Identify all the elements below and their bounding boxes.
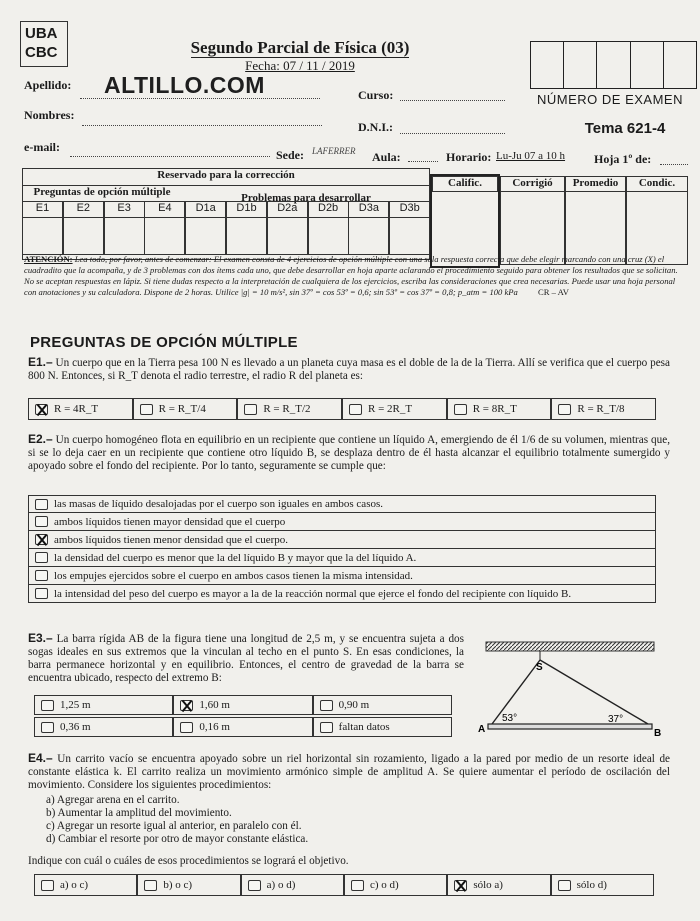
e2-option-label: ambos líquidos tienen mayor densidad que el cuerpo bbox=[54, 515, 286, 528]
point-b: B bbox=[654, 728, 662, 739]
section-title: PREGUNTAS DE OPCIÓN MÚLTIPLE bbox=[30, 334, 298, 351]
exam-number-boxes[interactable] bbox=[530, 41, 696, 89]
uba-logo-box bbox=[20, 21, 68, 67]
reservado-label: Reservado para la corrección bbox=[157, 169, 295, 181]
horario-label: Horario: bbox=[446, 150, 492, 164]
e3-option-label: 0,16 m bbox=[199, 721, 230, 733]
checkbox-icon[interactable] bbox=[351, 880, 364, 891]
e2-text bbox=[28, 433, 670, 473]
e4-procedure-2: b) Aumentar la amplitud del movimiento. bbox=[46, 807, 232, 819]
aula-field[interactable] bbox=[408, 161, 438, 162]
e3-option-6[interactable] bbox=[313, 717, 452, 737]
grid-header-e4: E4 bbox=[144, 201, 185, 218]
e2-number: E2.– bbox=[28, 432, 53, 446]
e1-option-1[interactable] bbox=[28, 398, 133, 420]
e4-option-1[interactable] bbox=[34, 874, 137, 896]
nombres-label: Nombres: bbox=[24, 108, 75, 122]
e3-option-label: 1,60 m bbox=[199, 699, 230, 711]
checkbox-icon[interactable] bbox=[558, 404, 571, 415]
checkbox-icon[interactable] bbox=[558, 880, 571, 891]
checkbox-icon[interactable] bbox=[41, 722, 54, 733]
e4-options bbox=[34, 874, 654, 896]
curso-label: Curso: bbox=[358, 88, 394, 102]
checkbox-icon[interactable] bbox=[248, 880, 261, 891]
grid-cell-e2[interactable] bbox=[63, 217, 104, 255]
e4-procedure-4: d) Cambiar el resorte por otro de mayor constante elástica. bbox=[46, 833, 309, 845]
checkbox-icon[interactable] bbox=[35, 534, 48, 545]
atencion-text: Lea todo, por favor, antes de comenzar: El examen consta de 4 ejercicios de opción múltiple con una sola respuesta correcta que debe elegir marcando con una cruz (X) el cuadradito que la acompaña, y de 3 problemas con dos ítems cada uno, que debe desarrollar en hoja aparte aclarando el procedimiento seguido para obtener los resultados que se solicitan. No se aceptan respuestas en lápiz. Si tiene dudas respecto a la interpretación de cualquiera de los ejercicios, escriba las consideraciones que crea necesarias. Puede usar una hoja personal con anotaciones y su calculadora. Dispone de 2 horas. Utilice |g| = 10 m/s², sin 37º = cos 53º = 0,6; sin 53º = cos 37º = 0,8; p_atm = 100 kPa bbox=[24, 254, 678, 297]
e3-options-row2 bbox=[34, 717, 452, 737]
checkbox-icon[interactable] bbox=[244, 404, 257, 415]
grid-cell-d1b[interactable] bbox=[226, 217, 267, 255]
hoja-field[interactable] bbox=[660, 164, 688, 165]
e2-option-label: las masas de líquido desalojadas por el cuerpo son iguales en ambos casos. bbox=[54, 498, 384, 510]
exam-title: Segundo Parcial de Física (03) bbox=[190, 38, 410, 57]
desarrollar-label: Problemas para desarrollar bbox=[182, 185, 430, 204]
aula-label: Aula: bbox=[372, 150, 401, 164]
checkbox-icon[interactable] bbox=[454, 404, 467, 415]
e2-option-5[interactable] bbox=[28, 567, 656, 585]
checkbox-icon[interactable] bbox=[35, 588, 48, 599]
e3-option-label: 1,25 m bbox=[60, 699, 91, 711]
e2-option-3[interactable] bbox=[28, 531, 656, 549]
checkbox-icon[interactable] bbox=[349, 404, 362, 415]
grid-header-d3b: D3b bbox=[389, 201, 430, 218]
right-header-2: Corrigió bbox=[500, 176, 565, 192]
e1-option-label: R = R_T/4 bbox=[158, 403, 206, 415]
e2-option-2[interactable] bbox=[28, 513, 656, 531]
checkbox-icon[interactable] bbox=[180, 722, 193, 733]
e4-procedure-3: c) Agregar un resorte igual al anterior, en paralelo con él. bbox=[46, 820, 302, 832]
grid-header-d1b: D1b bbox=[226, 201, 267, 218]
dni-field[interactable] bbox=[400, 133, 505, 134]
checkbox-icon[interactable] bbox=[140, 404, 153, 415]
atencion-paragraph bbox=[24, 254, 688, 298]
grid-cell-d3a[interactable] bbox=[348, 217, 389, 255]
ceiling bbox=[486, 642, 654, 651]
checkbox-icon[interactable] bbox=[41, 700, 54, 711]
e1-option-label: R = 4R_T bbox=[54, 403, 99, 415]
e4-text bbox=[28, 752, 670, 792]
grid-header-d2b: D2b bbox=[308, 201, 349, 218]
e4-option-3[interactable] bbox=[241, 874, 344, 896]
e3-option-2[interactable] bbox=[173, 695, 312, 715]
email-label: e-mail: bbox=[24, 140, 60, 154]
hoja-label: Hoja 1º de: bbox=[594, 152, 652, 166]
right-header-4: Condic. bbox=[626, 176, 688, 192]
e4-question: Indique con cuál o cuáles de esos procedimientos se logrará el objetivo. bbox=[28, 855, 349, 867]
e3-option-label: faltan datos bbox=[338, 721, 390, 733]
dni-label: D.N.I.: bbox=[358, 120, 393, 134]
e1-option-6[interactable] bbox=[551, 398, 656, 420]
checkbox-icon[interactable] bbox=[35, 499, 48, 510]
grid-cell-e4[interactable] bbox=[144, 217, 185, 255]
nombres-field[interactable] bbox=[82, 125, 322, 126]
e1-option-5[interactable] bbox=[447, 398, 552, 420]
checkbox-icon[interactable] bbox=[320, 700, 333, 711]
e2-option-4[interactable] bbox=[28, 549, 656, 567]
point-s: S bbox=[536, 662, 543, 673]
e3-option-label: 0,36 m bbox=[60, 721, 91, 733]
email-field[interactable] bbox=[70, 156, 270, 157]
e1-options bbox=[28, 398, 656, 420]
e1-option-label: R = R_T/2 bbox=[263, 403, 311, 415]
atencion-signature: CR – AV bbox=[538, 287, 569, 297]
grid-header-d2a: D2a bbox=[267, 201, 308, 218]
rope-sb bbox=[540, 660, 648, 724]
e1-text bbox=[28, 356, 670, 383]
e3-option-3[interactable] bbox=[313, 695, 452, 715]
angle-b: 37° bbox=[608, 714, 624, 725]
e2-body: Un cuerpo homogéneo flota en equilibrio en un recipiente que contiene un líquido A, emergiendo de él 1/6 de su volumen, mientras que, si se lo deja caer en un recipiente que contiene otro líquido B, se desplaza dentro de él hasta alcanzar el equilibrio totalmente sumergido y apoyado sobre el fondo del recipiente. Por lo tanto, seguramente se cumple que: bbox=[28, 434, 671, 472]
bar-ab bbox=[488, 724, 652, 729]
e2-option-label: la densidad del cuerpo es menor que la del líquido B y mayor que la del líquido A. bbox=[54, 551, 417, 564]
curso-field[interactable] bbox=[400, 100, 505, 101]
e4-option-label: sólo a) bbox=[473, 879, 503, 891]
e4-option-label: a) o c) bbox=[60, 879, 89, 891]
e1-body: Un cuerpo que en la Tierra pesa 100 N es llevado a un planeta cuya masa es el doble de la de la Tierra. Allí se verifica que el cuerpo pesa 800 N. Entonces, si R_T denota el radio terrestre, el radio R del planeta es: bbox=[28, 357, 670, 382]
e1-option-2[interactable] bbox=[133, 398, 238, 420]
e4-option-4[interactable] bbox=[344, 874, 447, 896]
e2-option-6[interactable] bbox=[28, 585, 656, 603]
checkbox-icon[interactable] bbox=[144, 880, 157, 891]
e1-number: E1.– bbox=[28, 355, 53, 369]
checkbox-icon[interactable] bbox=[35, 552, 48, 563]
e1-option-label: R = R_T/8 bbox=[577, 403, 625, 415]
e3-option-5[interactable] bbox=[173, 717, 312, 737]
e2-option-label: los empujes ejercidos sobre el cuerpo en ambos casos tienen la misma intensidad. bbox=[54, 569, 413, 582]
checkbox-icon[interactable] bbox=[320, 722, 333, 733]
grid-header-e3: E3 bbox=[104, 201, 145, 218]
e3-options-row1 bbox=[34, 695, 452, 715]
e3-number: E3.– bbox=[28, 631, 53, 645]
e4-option-5[interactable] bbox=[447, 874, 550, 896]
calific-header: Calific. bbox=[432, 176, 498, 192]
e1-option-label: R = 2R_T bbox=[368, 403, 413, 415]
e4-option-6[interactable] bbox=[551, 874, 654, 896]
e3-text bbox=[28, 632, 464, 685]
angle-a: 53° bbox=[502, 713, 518, 724]
e3-option-label: 0,90 m bbox=[338, 699, 370, 711]
e3-option-4[interactable] bbox=[34, 717, 173, 737]
opcion-multiple-label: Preguntas de opción múltiple bbox=[22, 185, 182, 198]
atencion-label: ATENCIÓN: bbox=[24, 254, 73, 264]
sede-label: Sede: bbox=[276, 148, 304, 162]
grid-header-d3a: D3a bbox=[348, 201, 389, 218]
e4-body: Un carrito vacío se encuentra apoyado sobre un riel horizontal sin rozamiento, ligado a la pared por medio de un resorte ideal de constante elástica k. El carrito realiza un movimiento armónico simple de amplitud A. Se quiere aumentar el período de oscilación del movimiento. Considere los siguientes procedimientos: bbox=[28, 753, 671, 791]
e4-procedure-1: a) Agregar arena en el carrito. bbox=[46, 794, 180, 806]
grid-header-e1: E1 bbox=[22, 201, 63, 218]
e1-option-label: R = 8R_T bbox=[472, 403, 517, 415]
e3-option-1[interactable] bbox=[34, 695, 173, 715]
uba-text: UBA bbox=[25, 25, 58, 42]
exam-number-label: NÚMERO DE EXAMEN bbox=[537, 92, 683, 107]
tema-label: Tema 621-4 bbox=[584, 120, 666, 137]
point-a: A bbox=[478, 724, 486, 735]
e3-body: La barra rígida AB de la figura tiene una longitud de 2,5 m, y se encuentra sujeta a dos sogas ideales en sus extremos que la vinculan al techo en el punto S. En esas condiciones, la barra permanece horizontal y en equilibrio. Entonces, el centro de gravedad de la barra se encuentra ubicado, respecto del extremo B: bbox=[28, 633, 465, 684]
checkbox-icon[interactable] bbox=[41, 880, 54, 891]
e2-option-1[interactable] bbox=[28, 495, 656, 513]
grid-cell-d1a[interactable] bbox=[185, 217, 226, 255]
grid-cell-d2a[interactable] bbox=[267, 217, 308, 255]
e3-figure bbox=[476, 638, 666, 742]
right-header-3: Promedio bbox=[565, 176, 626, 192]
apellido-label: Apellido: bbox=[24, 78, 72, 92]
e4-number: E4.– bbox=[28, 751, 53, 765]
e2-option-label: la intensidad del peso del cuerpo es mayor a la de la reacción normal que ejerce el fondo del recipiente con líquido B. bbox=[54, 587, 572, 600]
checkbox-icon[interactable] bbox=[35, 570, 48, 581]
e4-option-label: b) o c) bbox=[163, 879, 193, 891]
e4-option-label: sólo d) bbox=[576, 879, 607, 891]
checkbox-icon[interactable] bbox=[180, 700, 193, 711]
grid-cell-e3[interactable] bbox=[104, 217, 145, 255]
watermark: ALTILLO.COM bbox=[104, 72, 265, 98]
e4-option-label: a) o d) bbox=[266, 879, 296, 891]
e1-option-4[interactable] bbox=[342, 398, 447, 420]
cbc-text: CBC bbox=[25, 44, 58, 61]
e2-option-label: ambos líquidos tienen menor densidad que el cuerpo. bbox=[54, 533, 288, 546]
checkbox-icon[interactable] bbox=[35, 404, 48, 415]
grid-cell-e1[interactable] bbox=[22, 217, 63, 255]
grid-cell-d3b[interactable] bbox=[389, 217, 430, 255]
sede-value: LAFERRER bbox=[312, 146, 356, 156]
checkbox-icon[interactable] bbox=[35, 516, 48, 527]
exam-date: Fecha: 07 / 11 / 2019 bbox=[245, 58, 355, 73]
checkbox-icon[interactable] bbox=[454, 880, 467, 891]
e4-option-2[interactable] bbox=[137, 874, 240, 896]
e4-option-label: c) o d) bbox=[369, 879, 399, 891]
grid-header-e2: E2 bbox=[63, 201, 104, 218]
e1-option-3[interactable] bbox=[237, 398, 342, 420]
grid-header-d1a: D1a bbox=[185, 201, 226, 218]
grid-cell-d2b[interactable] bbox=[308, 217, 349, 255]
horario-value: Lu-Ju 07 a 10 h bbox=[496, 150, 566, 162]
